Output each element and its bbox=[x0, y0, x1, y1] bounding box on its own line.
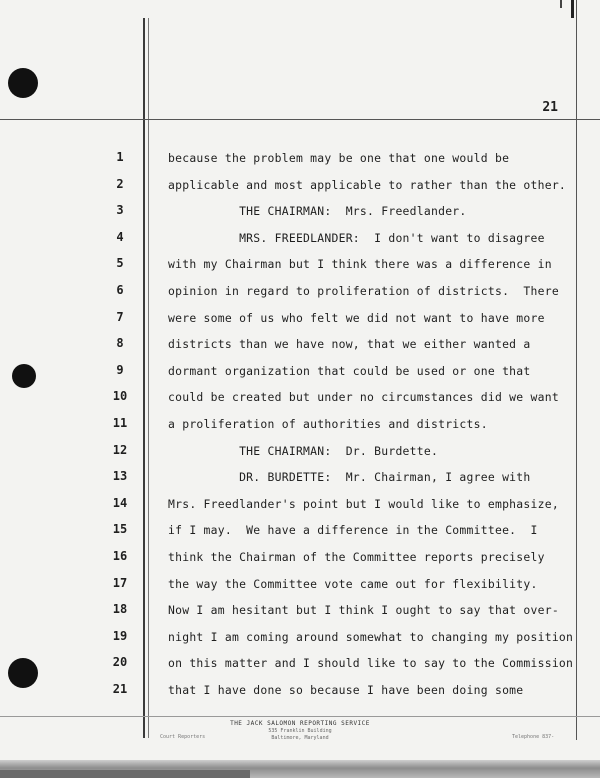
transcript-line: if I may. We have a difference in the Committee. I bbox=[168, 523, 538, 537]
transcript-line: DR. BURDETTE: Mr. Chairman, I agree with bbox=[168, 470, 531, 484]
line-number: 6 bbox=[116, 283, 124, 297]
line-number: 21 bbox=[112, 682, 128, 696]
transcript-line: applicable and most applicable to rather than the other. bbox=[168, 178, 567, 192]
transcript-line: Mrs. Freedlander's point but I would like to emphasize, bbox=[168, 497, 559, 511]
transcript-line: MRS. FREEDLANDER: I don't want to disagree bbox=[168, 231, 545, 245]
transcript-line: night I am coming around somewhat to changing my position bbox=[168, 630, 574, 644]
left-margin-rule bbox=[143, 18, 145, 738]
transcript-line: THE CHAIRMAN: Mrs. Freedlander. bbox=[168, 204, 467, 218]
transcript-line: that I have done so because I have been doing some bbox=[168, 683, 524, 697]
line-number: 19 bbox=[112, 629, 128, 643]
line-number: 12 bbox=[112, 443, 128, 457]
right-margin-rule bbox=[576, 0, 577, 740]
transcript-line: Now I am hesitant but I think I ought to say that over- bbox=[168, 603, 559, 617]
transcript-line: a proliferation of authorities and districts. bbox=[168, 417, 488, 431]
page-number: 21 bbox=[542, 100, 558, 115]
line-number: 4 bbox=[116, 230, 124, 244]
line-number: 3 bbox=[116, 203, 124, 217]
line-number: 9 bbox=[116, 363, 124, 377]
line-number: 7 bbox=[116, 310, 124, 324]
left-margin-rule-inner bbox=[148, 18, 149, 738]
line-number: 17 bbox=[112, 576, 128, 590]
transcript-line: with my Chairman but I think there was a difference in bbox=[168, 257, 552, 271]
transcript-line: think the Chairman of the Committee reports precisely bbox=[168, 550, 545, 564]
line-number: 5 bbox=[116, 256, 124, 270]
line-number: 16 bbox=[112, 549, 128, 563]
transcript-line: opinion in regard to proliferation of districts. There bbox=[168, 284, 559, 298]
footer-address: 535 Franklin Building bbox=[268, 728, 332, 734]
line-number: 20 bbox=[112, 655, 128, 669]
transcript-line: on this matter and I should like to say to the Commission bbox=[168, 656, 574, 670]
transcript-line: districts than we have now, that we either wanted a bbox=[168, 337, 531, 351]
punch-hole-middle bbox=[12, 364, 36, 388]
footer-right: Telephone 837- bbox=[512, 734, 555, 740]
line-number: 13 bbox=[112, 469, 128, 483]
footer-rule bbox=[0, 716, 600, 717]
line-number: 8 bbox=[116, 336, 124, 350]
footer-city: Baltimore, Maryland bbox=[271, 735, 329, 741]
transcript-line: could be created but under no circumstances did we want bbox=[168, 390, 559, 404]
transcript-line: were some of us who felt we did not want to have more bbox=[168, 311, 545, 325]
corner-mark-small bbox=[560, 0, 562, 8]
header-rule bbox=[0, 119, 600, 120]
line-number: 11 bbox=[112, 416, 128, 430]
line-number: 18 bbox=[112, 602, 128, 616]
transcript-line: the way the Committee vote came out for flexibility. bbox=[168, 577, 538, 591]
line-number: 15 bbox=[112, 522, 128, 536]
line-number: 10 bbox=[112, 389, 128, 403]
punch-hole-bottom bbox=[8, 658, 38, 688]
transcript-line: because the problem may be one that one would be bbox=[168, 151, 510, 165]
punch-hole-top bbox=[8, 68, 38, 98]
scan-edge-dark bbox=[0, 770, 250, 778]
footer-left: Court Reporters bbox=[160, 734, 206, 740]
footer-title: THE JACK SALOMON REPORTING SERVICE bbox=[230, 720, 370, 727]
line-number: 2 bbox=[116, 177, 124, 191]
line-number: 14 bbox=[112, 496, 128, 510]
transcript-line: THE CHAIRMAN: Dr. Burdette. bbox=[168, 444, 439, 458]
line-number: 1 bbox=[116, 150, 124, 164]
corner-mark bbox=[571, 0, 574, 18]
transcript-line: dormant organization that could be used or one that bbox=[168, 364, 531, 378]
